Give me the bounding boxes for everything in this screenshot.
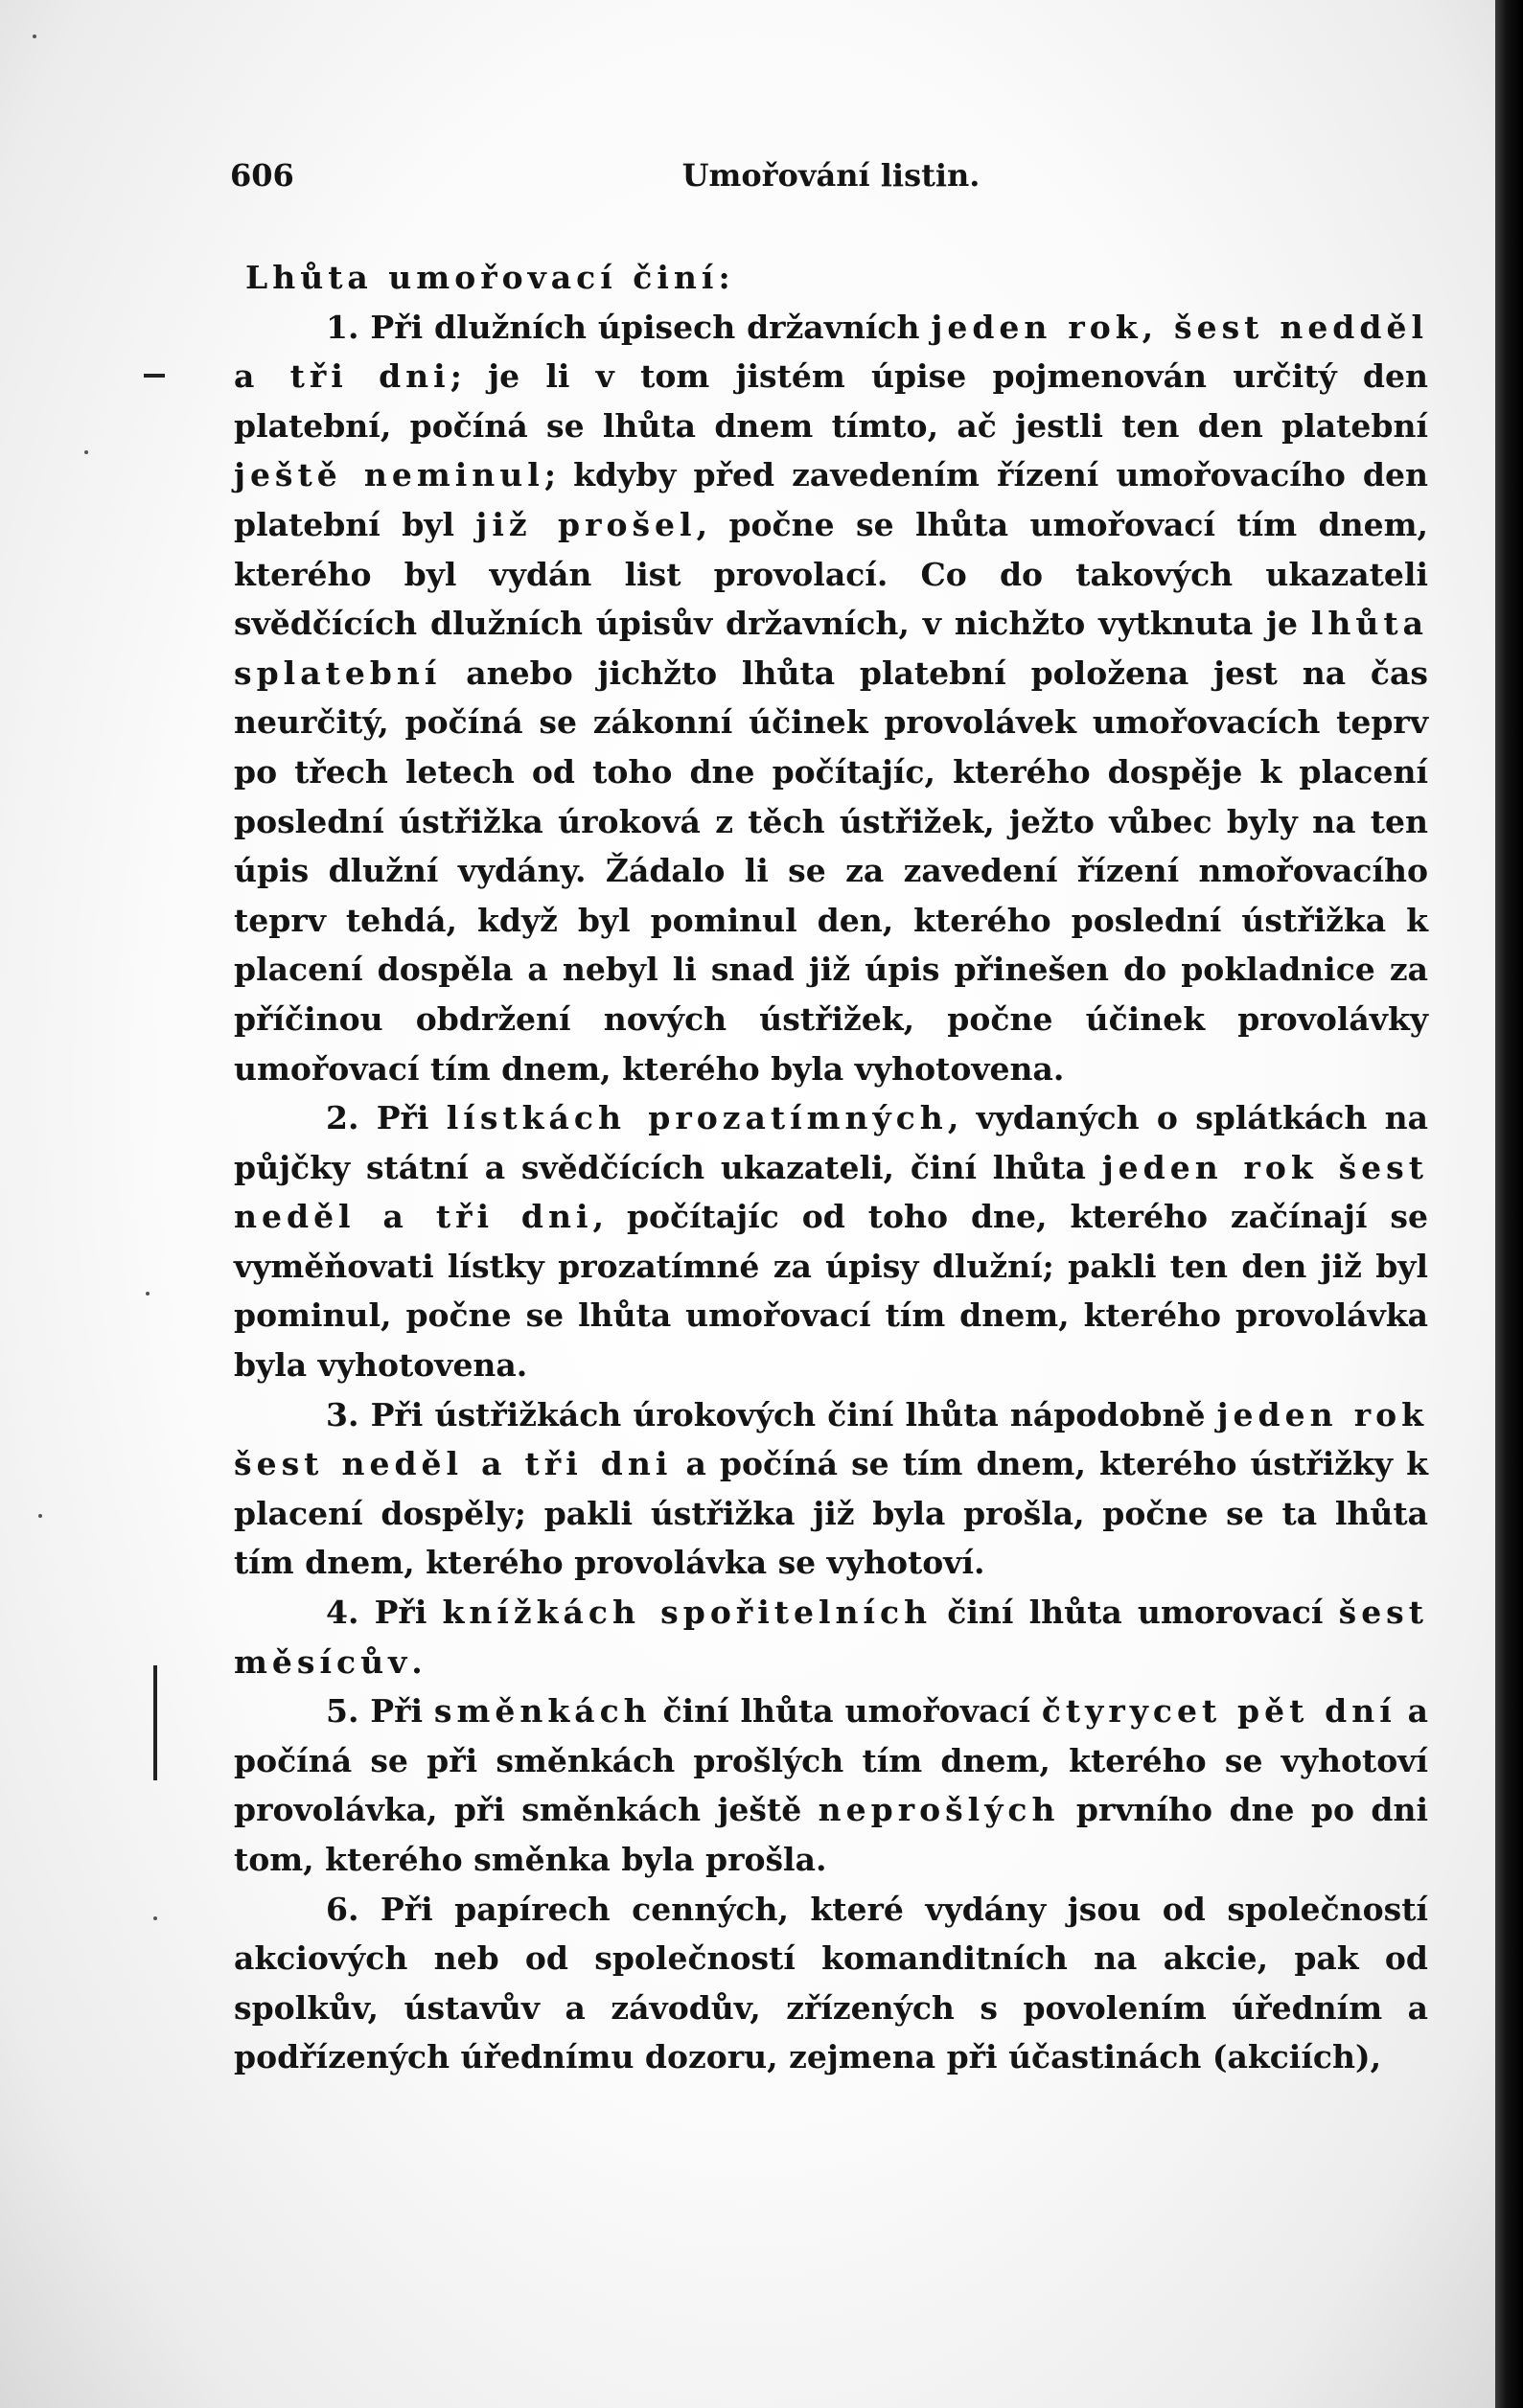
paragraph-text: .: [411, 1642, 423, 1681]
paragraph-item-6: [234, 1885, 1428, 2082]
paragraph-number: 5.: [326, 1692, 359, 1731]
paragraph-item-2: [234, 1093, 1428, 1390]
book-page: [230, 144, 1429, 2082]
paragraph-item-1: [234, 303, 1428, 1094]
scan-speck: [38, 1514, 42, 1518]
lead-line: Lhůta umořovací činí:: [245, 259, 735, 296]
spaced-emphasis-text: jeden rok šest neděl a tři dni: [234, 1148, 1428, 1236]
paragraph-text: činí lhůta umořovací: [651, 1692, 1042, 1731]
paragraph-number: 6.: [326, 1890, 359, 1928]
spaced-emphasis-text: jeden rok šest neděl a tři dni: [234, 1395, 1428, 1483]
paragraph-text: Při papírech cenných, které vydány jsou od společností akciových neb od společností komanditních na akcie, pak od spolkův, ústavův a závodův, zřízených s povolením úředním a podřízených úřednímu dozoru, zejmena při účastinách (akciích),: [234, 1890, 1428, 2076]
paragraph-item-3: [234, 1390, 1428, 1588]
body-text: [234, 253, 1428, 2082]
paragraph-text: Při: [358, 1594, 443, 1632]
paragraph-text: Při dlužních úpisech državních: [358, 308, 932, 346]
paragraph-text: ; kdyby před zavedením řízení umořovacího den platební byl: [234, 456, 1428, 543]
spaced-emphasis-text: neprošlých: [818, 1791, 1060, 1829]
scan-speck: [146, 1292, 150, 1296]
margin-bar-mark: [153, 1665, 157, 1780]
spaced-emphasis-text: jeden rok, šest nedděl a tři dni: [234, 308, 1428, 396]
margin-dash-mark: [144, 374, 165, 378]
spaced-emphasis-text: lístkách prozatímných: [446, 1099, 948, 1137]
spaced-emphasis-text: již prošel: [475, 505, 697, 543]
spaced-emphasis-text: knížkách spořitelních: [442, 1594, 933, 1632]
scan-edge: [1495, 0, 1523, 2408]
paragraph-text: , počítajíc od toho dne, kterého začínají se vyměňovati lístky prozatímné za úpisy dlužní; pakli ten den již byl pominul, počne se lhůta umořovací tím dnem, kterého provolávka byla vyhotovena.: [234, 1198, 1428, 1385]
paragraph-text: Při: [358, 1692, 434, 1731]
running-title: Umořování listin.: [681, 157, 981, 194]
spaced-emphasis-text: lhůta splatební: [234, 605, 1428, 692]
paragraph-number: 4.: [326, 1594, 359, 1632]
paragraph-text: ; je li v tom jistém úpise pojmenován určitý den platební, počíná se lhůta dnem tímto, ač jestli ten den platební: [234, 357, 1428, 445]
paragraph-text: Při ústřižkách úrokových činí lhůta nápodobně: [358, 1395, 1217, 1433]
paragraph-text: , počne se lhůta umořovací tím dnem, kterého byl vydán list provolací. Co do takových ukazateli svědčících dlužních úpisův državních, v nichžto vytknuta je: [234, 505, 1428, 643]
paragraph-number: 2.: [326, 1099, 359, 1137]
paragraph-text: a počíná se při směnkách prošlých tím dnem, kterého se vyhotoví provolávka, při směnkách ještě: [234, 1692, 1429, 1829]
scan-speck: [33, 34, 36, 38]
spaced-emphasis-text: směnkách: [433, 1692, 652, 1731]
paragraph-text: činí lhůta umorovací: [932, 1594, 1339, 1632]
paragraph-number: 3.: [326, 1395, 359, 1433]
spaced-emphasis-text: ještě neminul: [234, 456, 544, 494]
paragraph-text: , vydaných o splátkách na půjčky státní a svědčících ukazateli, činí lhůta: [234, 1099, 1429, 1186]
spaced-emphasis-text: čtyrycet pět dní: [1041, 1692, 1396, 1731]
page-number: 606: [230, 157, 294, 194]
spaced-emphasis-text: šest měsícův: [234, 1594, 1429, 1681]
paragraph-text: a počíná se tím dnem, kterého ústřižky k placení dospěly; pakli ústřižka již byla prošla, počne se ta lhůta tím dnem, kterého provolávka se vyhotoví.: [234, 1445, 1428, 1582]
paragraph-number: 1.: [326, 308, 359, 346]
paragraph-item-5: [234, 1686, 1428, 1884]
scan-speck: [153, 1916, 157, 1920]
page-header: [230, 144, 1428, 201]
scan-speck: [84, 450, 88, 454]
paragraph-text: prvního dne po dni tom, kterého směnka byla prošla.: [234, 1791, 1428, 1878]
paragraph-item-4: [234, 1588, 1428, 1686]
paragraph-text: Při: [358, 1099, 447, 1137]
paragraph-text: anebo jichžto lhůta platební položena jest na čas neurčitý, počíná se zákonní účinek provolávek umořovacích teprv po třech letech od toho dne počítajíc, kterého dospěje k placení poslední ústřižka úroková z těch ústřižek, ježto vůbec byly na ten úpis dlužní vydány. Žádalo li se za zavedení řízení nmořovacího teprv tehdá, když byl pominul den, kterého poslední ústřižka k placení dospěla a nebyl li snad již úpis přinešen do pokladnice za příčinou obdržení nových ústřižek, počne účinek provolávky umořovací tím dnem, kterého byla vyhotovena.: [234, 654, 1428, 1088]
